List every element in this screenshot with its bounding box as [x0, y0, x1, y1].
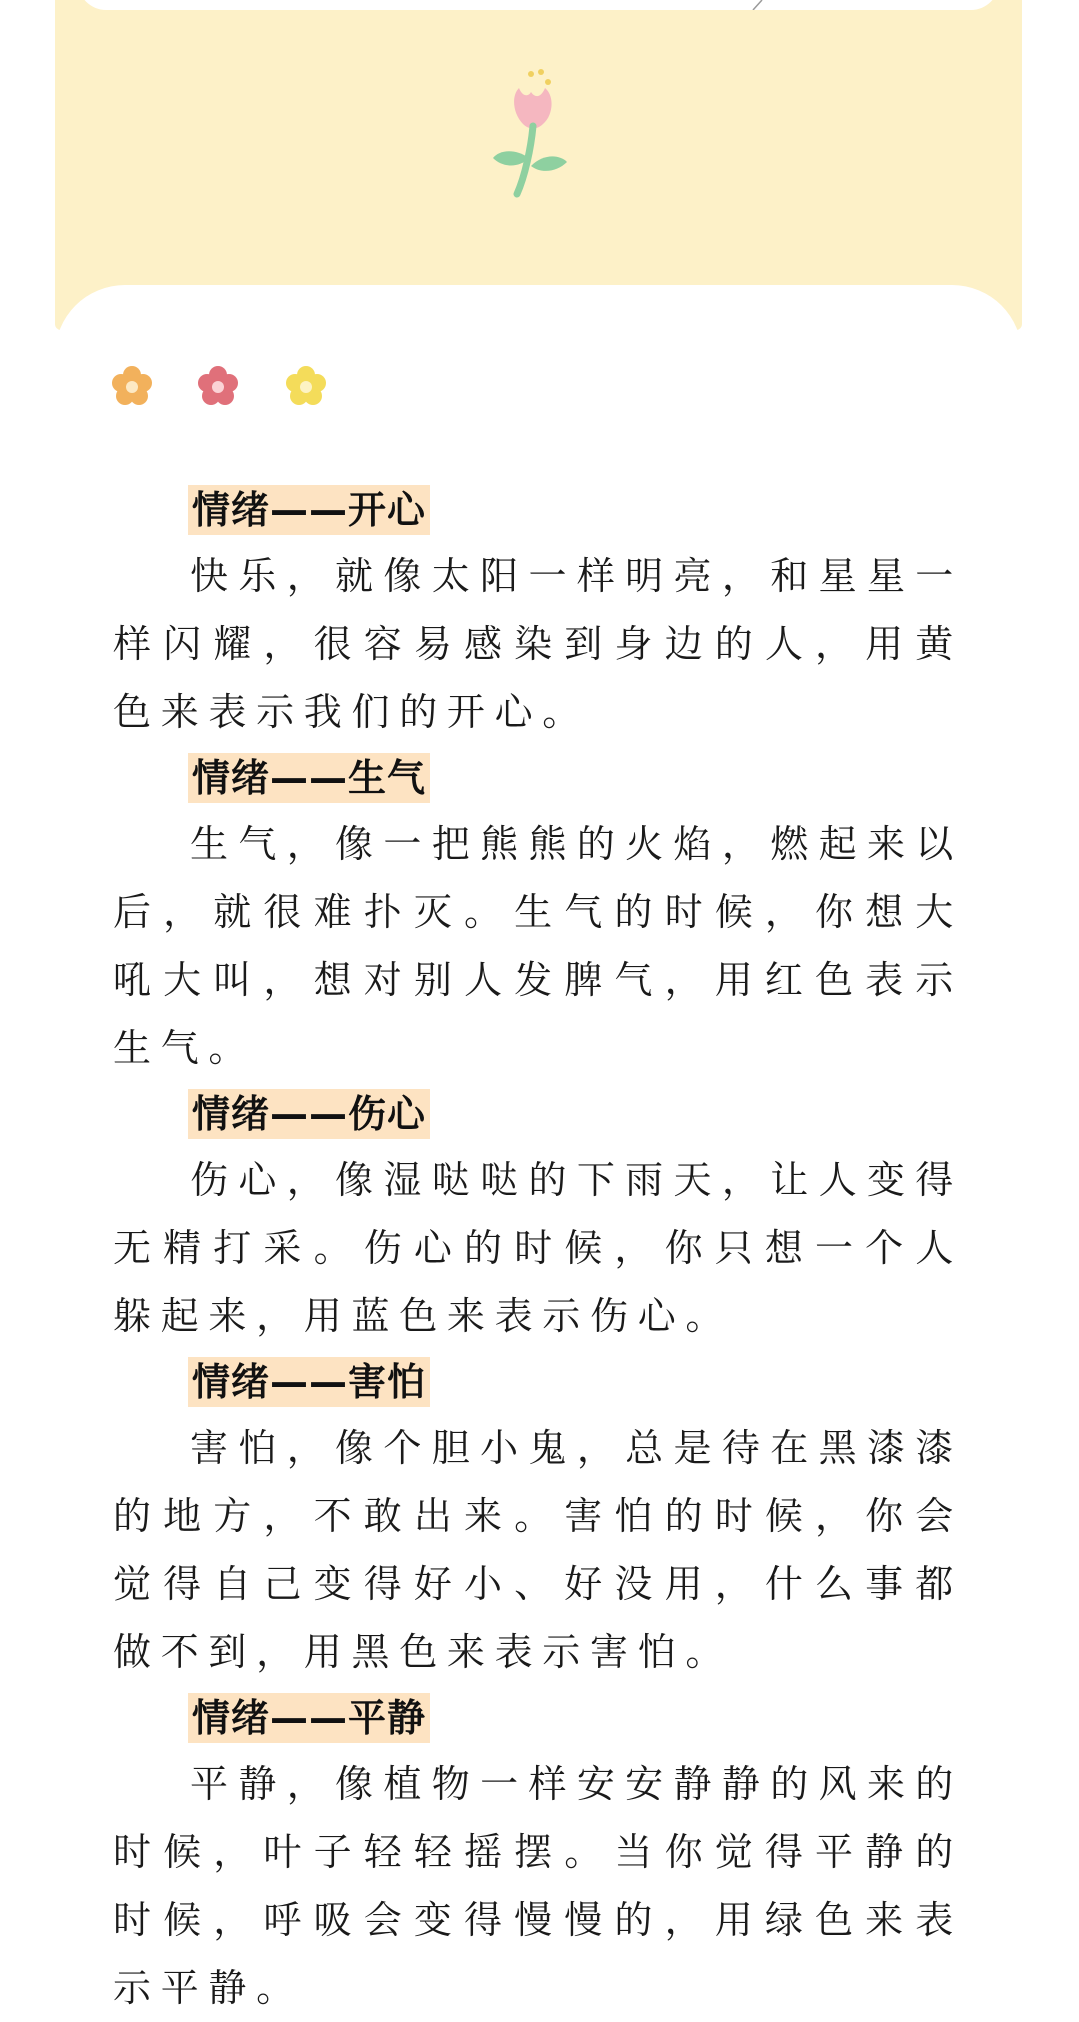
tulip-icon — [485, 66, 581, 206]
article-body — [113, 478, 963, 2022]
section-paragraph: 生气，像一把熊熊的火焰，燃起来以后，就很难扑灭。生气的时候，你想大吼大叫，想对别人发脾气，用红色表示生气。 — [113, 822, 963, 1070]
flower-row — [110, 365, 350, 409]
heading-text: 情绪——伤心 — [188, 1089, 430, 1139]
section-heading — [113, 1686, 963, 1750]
red-flower-icon — [196, 365, 240, 409]
section-heading — [113, 1350, 963, 1414]
section-heading — [113, 1082, 963, 1146]
section-paragraph: 平静，像植物一样安安静静的风来的时候，叶子轻轻摇摆。当你觉得平静的时候，呼吸会变得慢慢的，用绿色来表示平静。 — [113, 1762, 963, 2010]
heading-text: 情绪——害怕 — [188, 1357, 430, 1407]
card-stroke-decoration — [750, 0, 764, 10]
orange-flower-icon — [110, 365, 154, 409]
section-happy — [113, 478, 963, 746]
section-sad — [113, 1082, 963, 1350]
section-heading — [113, 478, 963, 542]
yellow-flower-icon — [284, 365, 328, 409]
heading-text: 情绪——生气 — [188, 753, 430, 803]
section-afraid — [113, 1350, 963, 1686]
section-paragraph: 快乐，就像太阳一样明亮，和星星一样闪耀，很容易感染到身边的人，用黄色来表示我们的开心。 — [113, 554, 963, 734]
section-calm — [113, 1686, 963, 2022]
section-angry — [113, 746, 963, 1082]
top-card-edge — [78, 0, 999, 10]
section-heading — [113, 746, 963, 810]
heading-text: 情绪——平静 — [188, 1693, 430, 1743]
section-paragraph: 伤心，像湿哒哒的下雨天，让人变得无精打采。伤心的时候，你只想一个人躲起来，用蓝色来表示伤心。 — [113, 1158, 963, 1338]
section-paragraph: 害怕，像个胆小鬼，总是待在黑漆漆的地方，不敢出来。害怕的时候，你会觉得自己变得好小、好没用，什么事都做不到，用黑色来表示害怕。 — [113, 1426, 963, 1674]
heading-text: 情绪——开心 — [188, 485, 430, 535]
